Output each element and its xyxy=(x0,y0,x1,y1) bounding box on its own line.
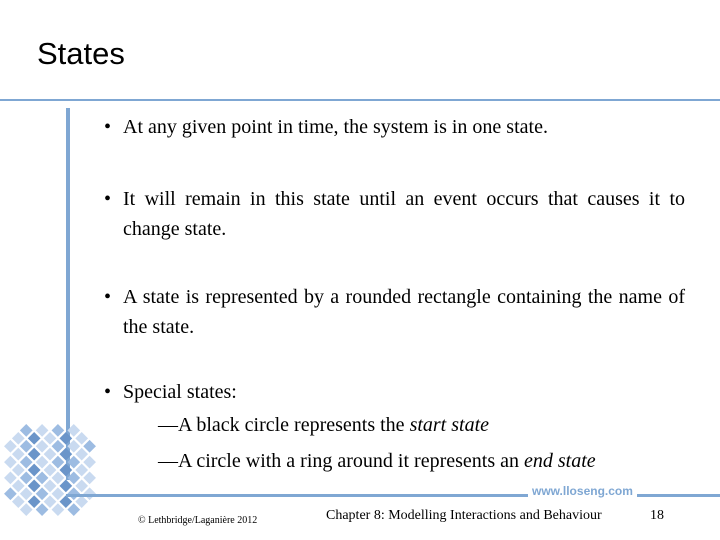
decorative-tile xyxy=(12,479,25,492)
decorative-tile xyxy=(36,456,49,469)
decorative-tile xyxy=(28,479,41,492)
bullet-marker: • xyxy=(104,188,112,210)
decorative-tile xyxy=(12,448,25,461)
decorative-tile xyxy=(67,440,80,453)
decorative-tile xyxy=(83,472,96,485)
slide-title: States xyxy=(37,36,125,71)
decorative-tile xyxy=(20,472,33,485)
decorative-tile xyxy=(75,464,88,477)
decorative-tile xyxy=(83,456,96,469)
bullet-item xyxy=(104,112,685,142)
decorative-tile xyxy=(52,424,65,437)
decorative-tile xyxy=(75,479,88,492)
decorative-tile xyxy=(12,432,25,445)
bullet-marker: • xyxy=(104,116,112,138)
bullet-text: A state is represented by a rounded rectangle containing the name of the state. xyxy=(123,286,685,338)
decorative-tile xyxy=(59,479,72,492)
bullet-item xyxy=(104,377,685,479)
bullet-text: It will remain in this state until an event occurs that causes it to change state. xyxy=(123,188,685,240)
decorative-tile xyxy=(59,495,72,508)
decorative-tile xyxy=(44,495,57,508)
bullet-text: At any given point in time, the system is in one state. xyxy=(123,116,548,138)
sub-bullet-emphasis: start state xyxy=(409,414,490,436)
decorative-tile xyxy=(52,440,65,453)
decorative-tile xyxy=(52,487,65,500)
bullet-marker: • xyxy=(104,286,112,308)
decorative-tile xyxy=(59,448,72,461)
bullet-marker: • xyxy=(104,381,112,403)
decorative-tile xyxy=(52,472,65,485)
sub-bullet-text: —A circle with a ring around it represents an xyxy=(158,450,524,472)
decorative-tile xyxy=(28,448,41,461)
decorative-tile xyxy=(12,464,25,477)
decorative-tile xyxy=(36,440,49,453)
decorative-tile xyxy=(52,456,65,469)
decorative-tile xyxy=(67,472,80,485)
bullet-item xyxy=(104,282,685,342)
decorative-tile xyxy=(83,440,96,453)
page-number: 18 xyxy=(650,508,664,523)
decorative-tile xyxy=(36,487,49,500)
sub-bullet-text: —A black circle represents the xyxy=(158,414,410,436)
decorative-tile xyxy=(36,472,49,485)
sub-bullet-end-state xyxy=(123,443,685,479)
decorative-tile xyxy=(59,464,72,477)
decorative-tile xyxy=(44,479,57,492)
bullet-item xyxy=(104,184,685,244)
decorative-tile xyxy=(20,440,33,453)
decorative-tile xyxy=(4,456,17,469)
tile-grid xyxy=(4,424,96,516)
decorative-tile xyxy=(28,495,41,508)
chapter-title: Chapter 8: Modelling Interactions and Behaviour xyxy=(326,508,602,523)
decorative-tile xyxy=(20,424,33,437)
decorative-tile xyxy=(44,448,57,461)
decorative-tile xyxy=(28,464,41,477)
decorative-tile xyxy=(20,456,33,469)
decorative-tile xyxy=(67,456,80,469)
decorative-tile xyxy=(28,432,41,445)
decorative-tile xyxy=(75,495,88,508)
decorative-tile-pattern xyxy=(0,410,110,520)
decorative-tile xyxy=(36,424,49,437)
decorative-tile xyxy=(67,503,80,516)
title-divider xyxy=(0,99,720,101)
decorative-tile xyxy=(20,487,33,500)
decorative-tile xyxy=(4,440,17,453)
sub-bullet-emphasis: end state xyxy=(524,450,596,472)
copyright-notice: © Lethbridge/Laganière 2012 xyxy=(138,515,258,526)
decorative-tile xyxy=(52,503,65,516)
title-bar xyxy=(0,0,720,100)
bullet-text: Special states: xyxy=(123,381,237,403)
decorative-tile xyxy=(44,432,57,445)
decorative-tile xyxy=(59,432,72,445)
decorative-tile xyxy=(75,432,88,445)
decorative-tile xyxy=(44,464,57,477)
decorative-tile xyxy=(36,503,49,516)
decorative-tile xyxy=(12,495,25,508)
decorative-tile xyxy=(4,487,17,500)
sub-bullet-start-state xyxy=(123,407,685,443)
decorative-tile xyxy=(4,472,17,485)
decorative-tile xyxy=(20,503,33,516)
decorative-tile xyxy=(75,448,88,461)
website-url: www.lloseng.com xyxy=(528,484,637,498)
decorative-tile xyxy=(67,424,80,437)
